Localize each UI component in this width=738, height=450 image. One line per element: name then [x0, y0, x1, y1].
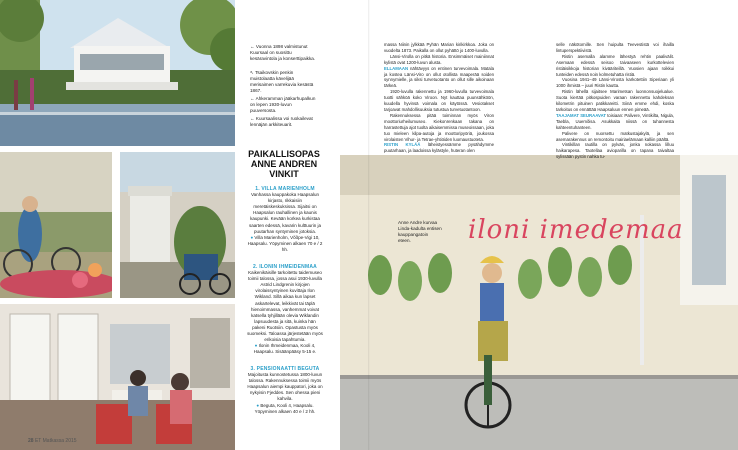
section-address: ● Ilonin Ihmeidenmaa, Kooli 4, Haapsalu. Sisäänpääsy 5-15 e. — [253, 343, 317, 355]
sidebar-title-line1: PAIKALLISOPAS — [248, 149, 320, 159]
section-heading: 2. ILONIN IHMEIDENMAA — [253, 264, 317, 270]
mural-illustration — [340, 155, 738, 450]
lead-word: TAAJAMAT SEURAAVAT — [556, 112, 606, 118]
photo-mural-street — [340, 155, 738, 450]
sidebar-title-line3: VINKIT — [269, 169, 299, 179]
photo-woman-bike — [0, 152, 112, 298]
caption-woodwork: ← Ahkeramman jääkarhupalkun on lepen 1930-luvun puuversosta. — [250, 96, 316, 113]
sidebar-title-line2: ANNE ANDREN — [250, 159, 318, 169]
caption-kuursaal: ← Vuonna 1898 valmistunut Kuursaal on suosittu kesäravintola ja konserttipaikka. — [250, 44, 316, 61]
bench-illustration — [120, 152, 235, 298]
caption-bench: ↖ Tsaikovskin penkin muistolaatta kävelijää merisaimen varrekuvia kesästä 1867. — [250, 70, 314, 93]
photo-kuursaal — [0, 0, 235, 146]
section-heading: 3. PENSIONAATTI BEGUTA — [250, 366, 320, 372]
section-address: ● Villa Marienholm, Võõpe-Vigi 10, Haapsalu. Yöpyminen alkaen 70 e / 2 hh. — [247, 234, 323, 252]
mural-text: iloni imedemaa — [468, 215, 684, 245]
publication-name: ET Matkassa 2015 — [34, 438, 77, 444]
section-body: Kaikenikäisille tarkoitettu taidemuseo toimii talossa, jossa asui 1930-luvulla Astrid Lindgrenin kirjojen virolaissyntyinen kuvittaja Ilon Wikland. Sillä aikaa kun lapset askartelevat, leikkivät tai täplä hienoimmassa, vanhemmat voivat katsella tyhjillään olevia Wiklandin lapsuudesta ja sitä, kuinka hän pakeni Ruotsiin. Opastusta myös suomeksi. Taloassa järjestetään myös erikoisia tapahtumia. — [247, 270, 323, 343]
section-heading: 1. VILLA MARIENHOLM — [255, 186, 315, 192]
sidebar-section-beguta — [247, 366, 323, 415]
caption-mural: Anne Andre kurvaa Linda-kadulta entisen kauppangatoin eteen. — [398, 220, 442, 243]
page-number: 28 — [28, 438, 34, 444]
page-footer-left — [28, 438, 77, 444]
arrow-left-icon: ← — [250, 44, 255, 49]
lead-word: RISTIN KYLÄÄ — [384, 142, 421, 148]
sidebar-section-villa — [247, 186, 323, 253]
section-body: Vanhassa kauppakoka Haapsalun kirjasto, rikkaisiin meretäiskeskuksissa. Sijaitsi on Haapsalun rauhallinen ja kaunis kaupunki. Kevään korkea kurkistaa saarten edessä, kavarin kulttuurin ja puutarhan syntyminen jotoksia. — [248, 192, 322, 234]
lead-word: ELLAMAAN — [384, 65, 409, 71]
arrow-left-icon: ← — [250, 96, 255, 101]
kuursaal-illustration — [0, 0, 235, 146]
arrow-up-left-icon: ↖ — [250, 70, 254, 75]
location-pin-icon: ● — [254, 343, 258, 349]
text-column-1: massa Niinin jylkkää Pyhän Marian kirikirkkoa. Joka on vuodelta 1873. Paikalla on ollut pyhättö jo 1400-luvulla. Länsi-Virolla on pitkä historia. Ensimmäiset mainiinnat kylistä ovat 1200-luvun alusta. ELLAMAAN nähtävyys on entinen turvevoimala. Matala ja kostea Länsi-Viro on ollut otollista maaperää soiden synnymielle, ja siksi turvetuotanto on ollut sille aikoinaan tärkeä. 1920-luvulla rakennettu ja 1960-luvulla turvevoimala tuotti sähköä koko Viroon. Nyt kauttaa puunsähköön, kuudella hyvinsä voimala on käytössä. Vesiotakset tarjoavat mahdollisuuksia tutustua turvetuotantoon. Rakennuksessa pitää toiminnan myös Viron moottoriurheilumuseo. Kiekonrenkaan takana on harrastettuja ajot tuolta aikaisemmissa museoissaan, joka tuo mieleen kilpa-autoja ja moottoripyöriä, joukossa virolaisten Vihur- ja Tetrae-yhtiöiden luomaustuoteta. RISTIN KYLÄÄ läheistyessämme pysähdymme puutarhaan, ja laadoissa kylästyle, huteran olen — [384, 42, 494, 154]
sidebar-section-ilon — [247, 264, 323, 355]
location-pin-icon: ● — [256, 402, 260, 408]
photo-kuursaal-interior — [0, 304, 235, 450]
woman-bike-illustration — [0, 152, 112, 298]
interior-illustration — [0, 304, 235, 450]
section-body: Majoitusta kunnostetussa 1800-luvun talossa. Rakennuksessa toimii myös Haapsalun aiempi kauppatori, joka on nykyisin Fjeddes. Sen ohessa pieni kahvila. — [247, 372, 323, 402]
sidebar-title — [244, 149, 324, 179]
photo-tchaikovsky-bench — [120, 152, 235, 298]
text-column-2: selle näkötornille. Sen huipulta Teevestistä voi ihailla lintuperspektiivistä. Ristin asemalla alamme lähestyä rehtin paalivälit. Asemaan edessä seisoo taivaaseen kurkottelevien ristiäisikkoja historian kivääriteillä. Vuosien ajaan roikkui tunteiden edessä noin kolmetuhatta ristiä. Vuosina 1941–49 Länsi-Virosta karkotettiin Siperiaan yli 1000 ihmistä – juuri Ristin kautta. Ristin lähellä sijaitsee Marimetsan luonnonsuojelualue. Suota kiertää pitkospuiden varaan rakennettu kahdeksan kilometrin pituinen patikkareitti. Siinä emme ehdi, koska tarkoitus on ennättää Haapsaluun ennen pimeää. TAAJAMAT SEURAAVAT toisiaan: Palivere, Vintikilta, Nigula, Taebla, Uuemõisa. Asukkaita niissä on tuhannesta kahteentuhanteen. Palivere on nuorsettu matkustajakylä, ja sen asemarakennus on remontoitu mairiaelämaan kalliin päältä. Vintikillan rautilla on pylväs, jonka nokassa lilluu haikarapesa. Taotellaa avioparilla on tapana taivaltaa sylissään pystin nahka tu- — [556, 42, 675, 160]
location-pin-icon: ● — [250, 234, 254, 240]
page-gutter — [368, 0, 370, 450]
arrow-left-icon: ← — [250, 116, 255, 121]
section-address: ● Beguta, Kooli 4, Haapsalu. Yöpyminen alkaen 40 e / 2 hh. — [254, 402, 316, 414]
caption-dining: ← Kuursaalissa voi ruokailevat lennäjän arkkiteuarit. — [250, 116, 313, 127]
